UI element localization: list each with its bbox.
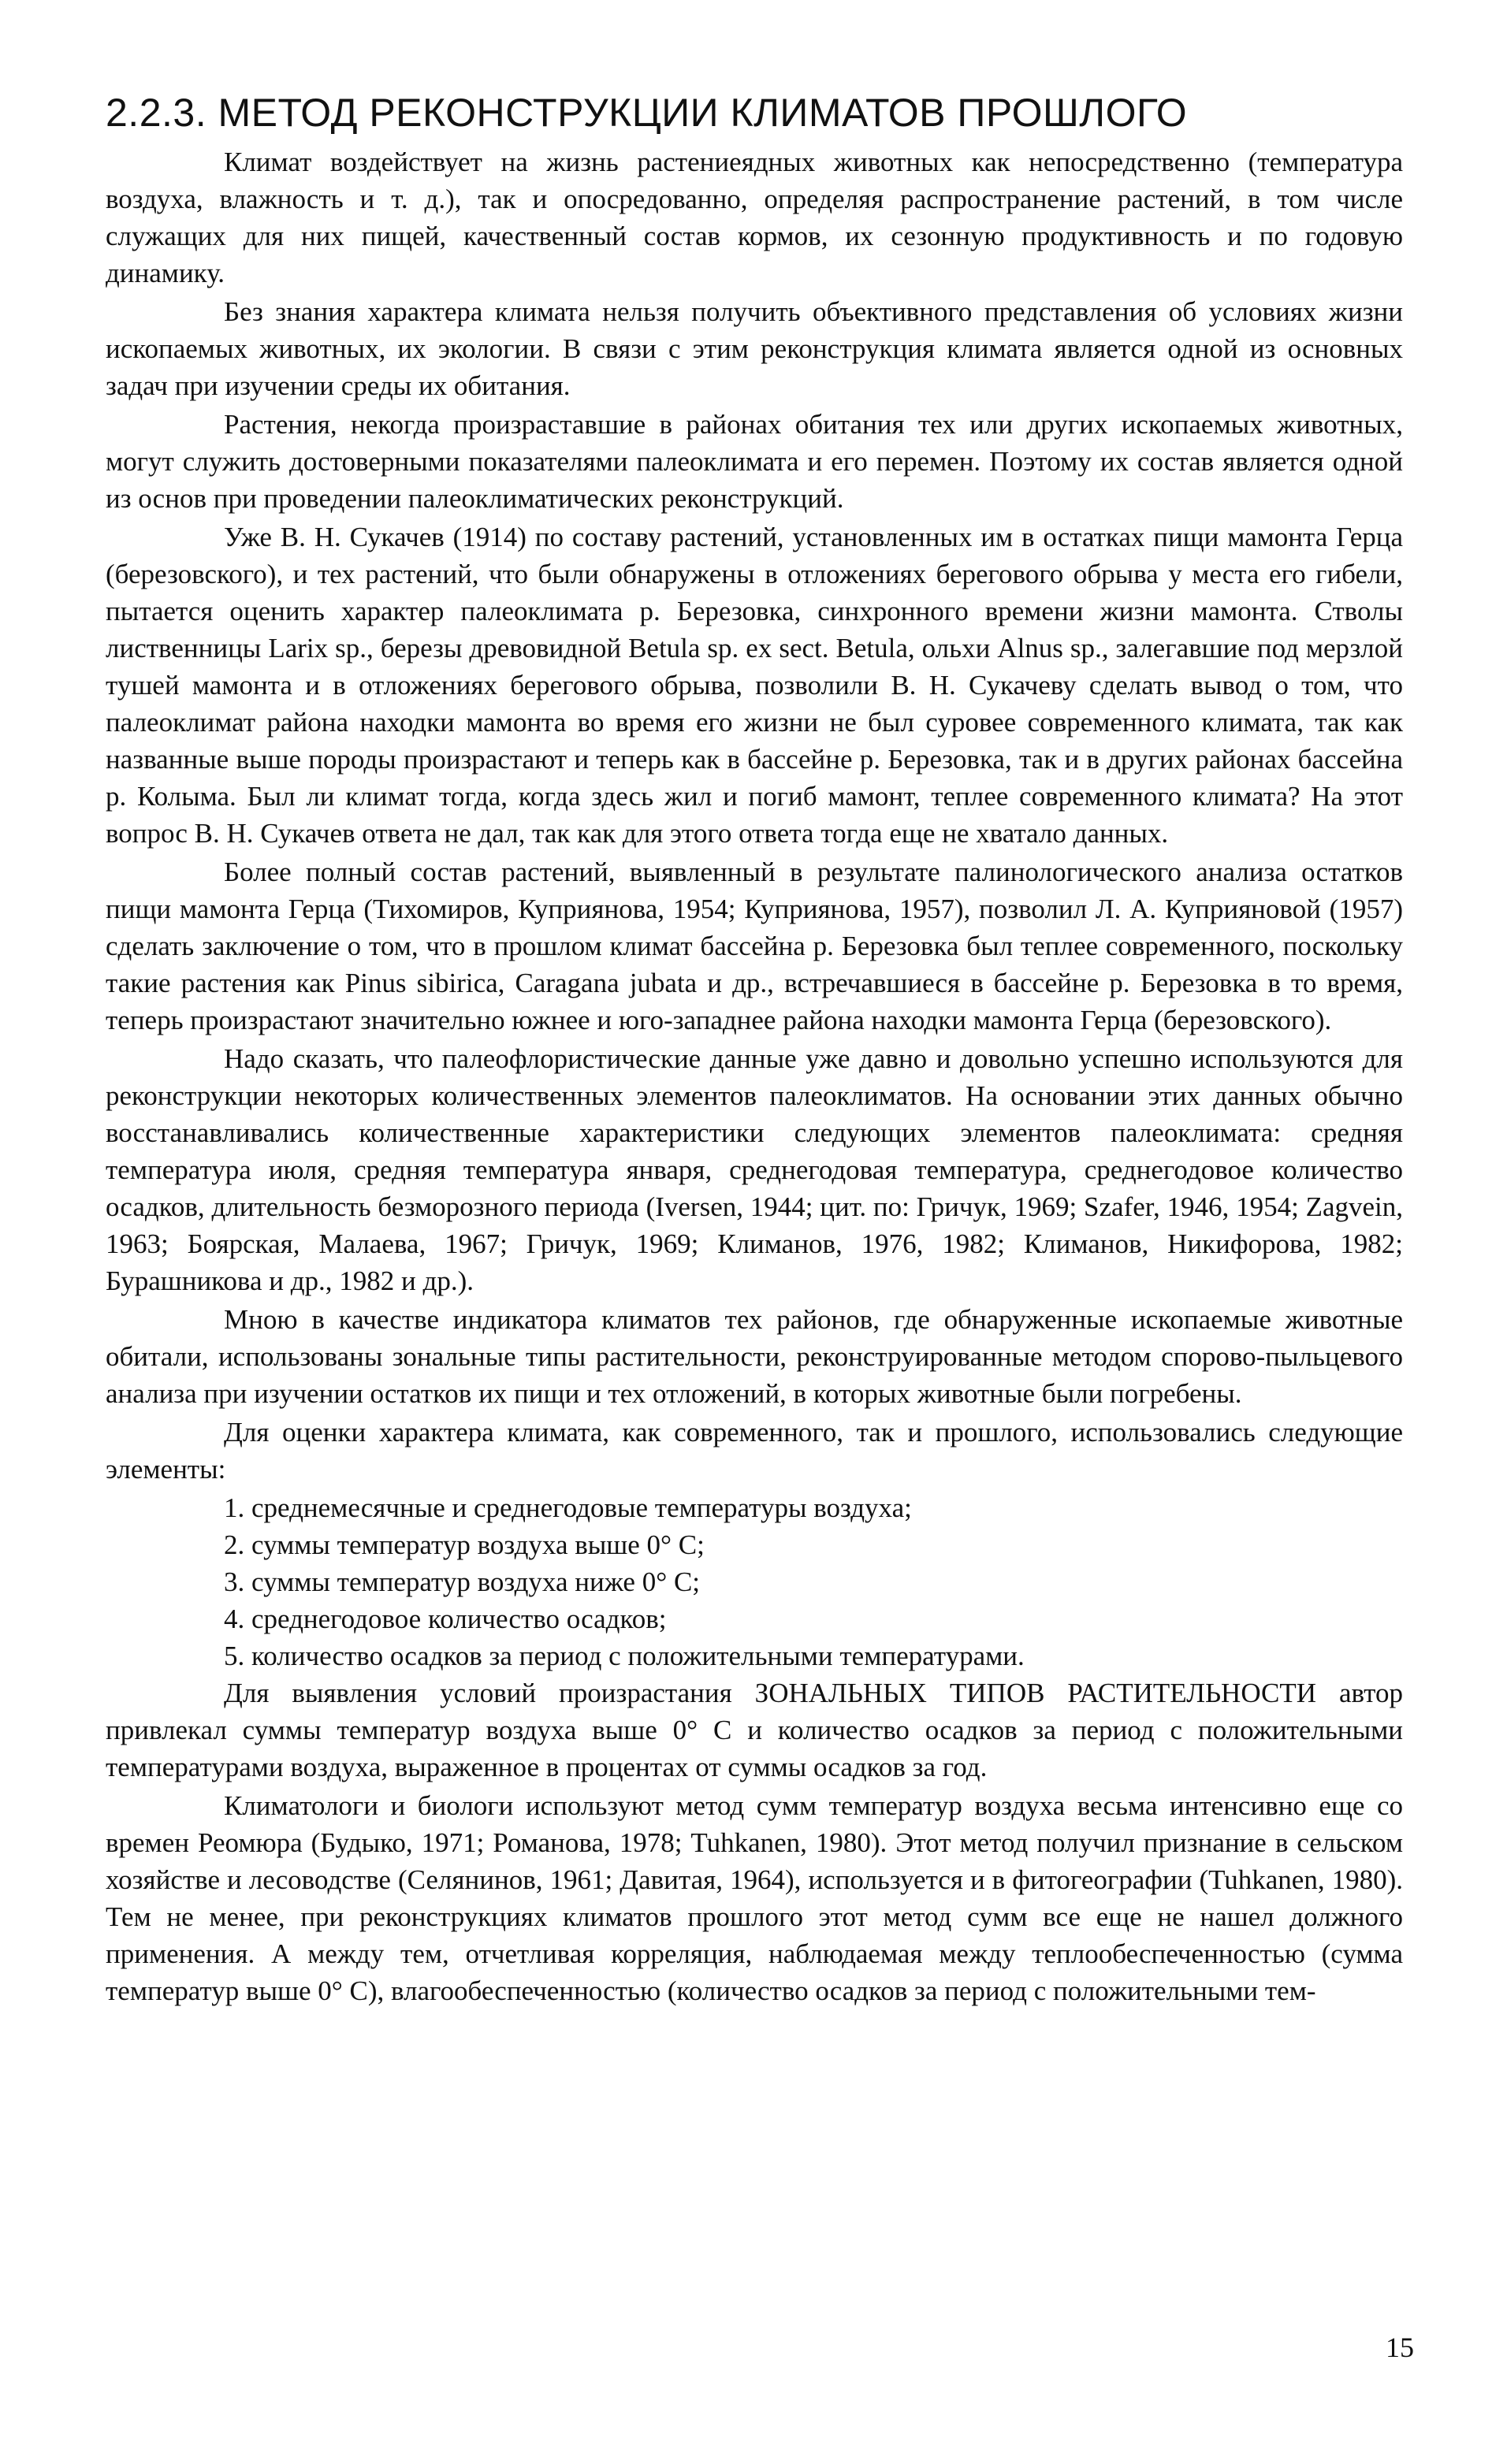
paragraph-2: Без знания характера климата нельзя получить объективного представления об условиях жизни ископаемых животных, их экологии. В связи с этим реконструкция климата является одной из основных задач при изучении среды их обитания. <box>106 296 1403 401</box>
paragraph-5: Более полный состав растений, выявленный в результате палинологического анализа остатков пищи мамонта Герца (Тихомиров, Куприянова, 1954; Куприянова, 1957), позволил Л. А. Куприяновой (1957) сделать заключение о том, что в прошлом климат бассейна р. Березовка был теплее современного, поскольку такие растения как Pinus sibirica, Caragana jubata и др., встречавшиеся в бассейне р. Березовка в то время, теперь произрастают значительно южнее и юго-западнее района находки мамонта Герца (березовского). <box>106 857 1403 1035</box>
list-item: 2. суммы температур воздуха выше 0° С; <box>224 1529 705 1560</box>
paragraph-3: Растения, некогда произраставшие в районах обитания тех или других ископаемых животных, могут служить достоверными показателями палеоклимата и его перемен. Поэтому их состав является одной из основ при проведении палеоклиматических реконструкций. <box>106 409 1403 514</box>
list-item: 1. среднемесячные и среднегодовые температуры воздуха; <box>224 1492 912 1523</box>
paragraph-8: Для оценки характера климата, как современного, так и прошлого, использовались следующие элементы: <box>106 1417 1403 1485</box>
list-item: 4. среднегодовое количество осадков; <box>224 1604 667 1634</box>
page-number: 15 <box>1386 2332 1414 2363</box>
paragraph-4: Уже В. Н. Сукачев (1914) по составу растений, установленных им в остатках пищи мамонта Герца (березовского), и тех растений, что были обнаружены в отложениях берегового обрыва у места его гибели, пытается оценить характер палеоклимата р. Березовка, синхронного времени жизни мамонта. Стволы лиственницы Larix sp., березы древовидной Betula sp. ex sect. Betula, ольхи Alnus sp., залегавшие под мерзлой тушей мамонта и в отложениях берегового обрыва, позволили В. Н. Сукачеву сделать вывод о том, что палеоклимат района находки мамонта во время его жизни не был суровее современного климата, так как названные выше породы произрастают и теперь как в бассейне р. Березовка, так и в других районах бассейна р. Колыма. Был ли климат тогда, когда здесь жил и погиб мамонт, теплее современного климата? На этот вопрос В. Н. Сукачев ответа не дал, так как для этого ответа тогда еще не хватало данных. <box>106 522 1403 849</box>
section-heading: 2.2.3. МЕТОД РЕКОНСТРУКЦИИ КЛИМАТОВ ПРОШЛОГО <box>106 91 1188 135</box>
paragraph-10: Климатологи и биологи используют метод сумм температур воздуха весьма интенсивно еще со времен Реомюра (Будыко, 1971; Романова, 1978; Tuhkanen, 1980). Этот метод получил признание в сельском хозяйстве и лесоводстве (Селянинов, 1961; Давитая, 1964), используется и в фитогеографии (Tuhkanen, 1980). Тем не менее, при реконструкциях климатов прошлого этот метод сумм все еще не нашел должного применения. А между тем, отчетливая корреляция, наблюдаемая между теплообеспеченностью (сумма температур выше 0° С), влагообеспеченностью (количество осадков за период с положительными тем- <box>106 1790 1403 2006</box>
list-item: 5. количество осадков за период с положительными температурами. <box>224 1641 1025 1671</box>
list-item: 3. суммы температур воздуха ниже 0° С; <box>224 1566 701 1597</box>
climate-elements-list <box>106 1489 1403 1674</box>
paragraph-9: Для выявления условий произрастания ЗОНАЛЬНЫХ ТИПОВ РАСТИТЕЛЬНОСТИ автор привлекал суммы температур воздуха выше 0° С и количество осадков за период с положительными температурами воздуха, выраженное в процентах от суммы осадков за год. <box>106 1678 1403 1782</box>
paragraph-1: Климат воздействует на жизнь растениеядных животных как непосредственно (температура воздуха, влажность и т. д.), так и опосредованно, определяя распространение растений, в том числе служащих для них пищей, качественный состав кормов, их сезонную продуктивность и по годовую динамику. <box>106 147 1403 288</box>
paragraph-6: Надо сказать, что палеофлористические данные уже давно и довольно успешно используются для реконструкции некоторых количественных элементов палеоклиматов. На основании этих данных обычно восстанавливались количественные характеристики следующих элементов палеоклимата: средняя температура июля, средняя температура января, среднегодовая температура, среднегодовое количество осадков, длительность безморозного периода (Iversen, 1944; цит. по: Гричук, 1969; Szafer, 1946, 1954; Zagvein, 1963; Боярская, Малаева, 1967; Гричук, 1969; Климанов, 1976, 1982; Климанов, Никифорова, 1982; Бурашникова и др., 1982 и др.). <box>106 1043 1403 1296</box>
paragraph-7: Мною в качестве индикатора климатов тех районов, где обнаруженные ископаемые животные обитали, использованы зональные типы растительности, реконструированные методом спорово-пыльцевого анализа при изучении остатков их пищи и тех отложений, в которых животные были погребены. <box>106 1304 1403 1409</box>
page-body <box>106 87 1403 2011</box>
